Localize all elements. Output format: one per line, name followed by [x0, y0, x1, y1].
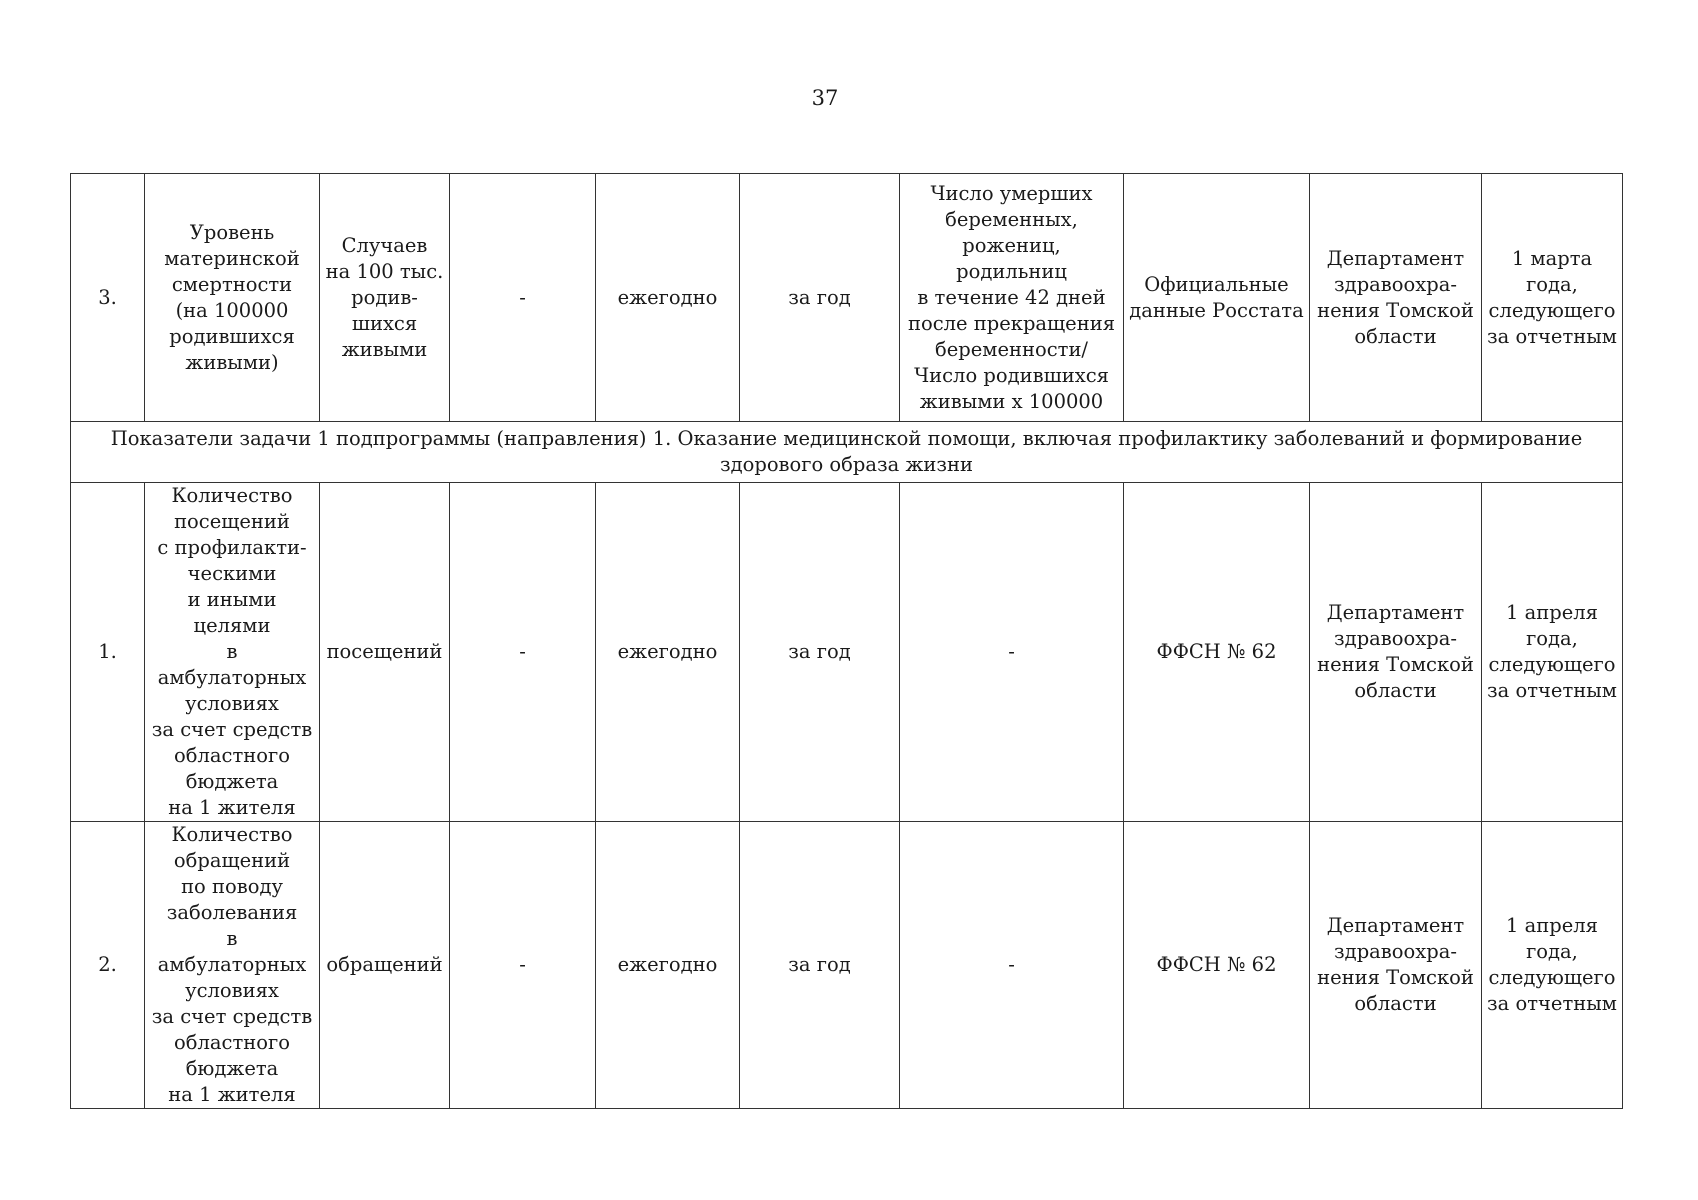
- deadline: 1 марта года, следующего за отчетным: [1482, 174, 1623, 422]
- deadline: 1 апреля года, следующего за отчетным: [1482, 822, 1623, 1109]
- unit-of-measure: посещений: [320, 483, 450, 822]
- table-row: [71, 483, 1623, 822]
- time-period: за год: [740, 483, 900, 822]
- unit-of-measure: обращений: [320, 822, 450, 1109]
- data-source: ФФСН № 62: [1124, 822, 1310, 1109]
- table-row: [71, 174, 1623, 422]
- row-number: 2.: [71, 822, 145, 1109]
- row-number: 1.: [71, 483, 145, 822]
- indicator-name: Количество обращений по поводу заболевания в амбулаторных условиях за счет средств областного бюджета на 1 жителя: [145, 822, 320, 1109]
- indicator-name: Уровень материнской смертности (на 100000 родившихся живыми): [145, 174, 320, 422]
- time-period: за год: [740, 174, 900, 422]
- section-heading-row: [71, 422, 1623, 483]
- data-source: ФФСН № 62: [1124, 483, 1310, 822]
- responsible-body: Департамент здравоохра- нения Томской области: [1310, 483, 1482, 822]
- section-heading: Показатели задачи 1 подпрограммы (направления) 1. Оказание медицинской помощи, включая профилактику заболеваний и формирование здорового образа жизни: [71, 422, 1623, 483]
- time-period: за год: [740, 822, 900, 1109]
- table-row: [71, 822, 1623, 1109]
- indicators-table: [70, 173, 1623, 1109]
- periodicity: ежегодно: [596, 483, 740, 822]
- dash-cell: -: [450, 483, 596, 822]
- responsible-body: Департамент здравоохра- нения Томской области: [1310, 822, 1482, 1109]
- dash-cell: -: [450, 822, 596, 1109]
- periodicity: ежегодно: [596, 174, 740, 422]
- calculation-formula: Число умерших беременных, рожениц, родильниц в течение 42 дней после прекращения беременности/ Число родившихся живыми х 100000: [900, 174, 1124, 422]
- unit-of-measure: Случаев на 100 тыс. родив- шихся живыми: [320, 174, 450, 422]
- row-number: 3.: [71, 174, 145, 422]
- responsible-body: Департамент здравоохра- нения Томской области: [1310, 174, 1482, 422]
- data-source: Официальные данные Росстата: [1124, 174, 1310, 422]
- calculation-formula: -: [900, 822, 1124, 1109]
- page-number: 37: [811, 86, 839, 110]
- deadline: 1 апреля года, следующего за отчетным: [1482, 483, 1623, 822]
- dash-cell: -: [450, 174, 596, 422]
- indicator-name: Количество посещений с профилакти- ческими и иными целями в амбулаторных условиях за счет средств областного бюджета на 1 жителя: [145, 483, 320, 822]
- periodicity: ежегодно: [596, 822, 740, 1109]
- calculation-formula: -: [900, 483, 1124, 822]
